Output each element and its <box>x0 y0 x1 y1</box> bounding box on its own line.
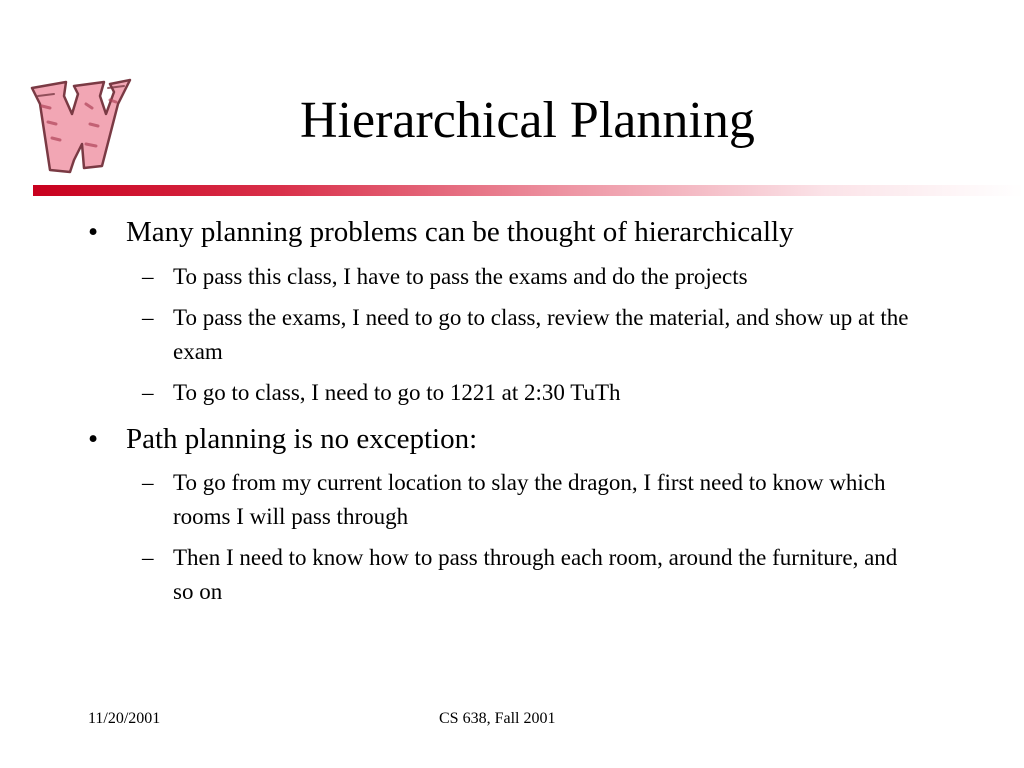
sub-bullet-text: Then I need to know how to pass through each room, around the furniture, and so on <box>173 545 898 604</box>
footer-course: CS 638, Fall 2001 <box>439 710 556 727</box>
w-crest-logo-icon <box>26 74 132 178</box>
sub-bullet-text: To go to class, I need to go to 1221 at 2:30 TuTh <box>173 380 621 405</box>
sub-bullet-text: To go from my current location to slay the dragon, I first need to know which rooms I will pass through <box>173 470 886 529</box>
sub-bullet-item-1-3 <box>142 376 962 410</box>
bullet-text: Many planning problems can be thought of hierarchically <box>126 216 794 248</box>
bullet-marker: • <box>88 216 99 248</box>
sub-bullet-marker: – <box>142 305 154 330</box>
sub-bullet-marker: – <box>142 470 154 495</box>
footer-date: 11/20/2001 <box>88 710 161 727</box>
sub-bullet-text: To pass the exams, I need to go to class, review the material, and show up at the exam <box>173 305 909 364</box>
sub-bullet-marker: – <box>142 264 154 289</box>
bullet-item-1 <box>88 215 988 249</box>
sub-bullet-item-2-2 <box>142 541 962 609</box>
bullet-marker: • <box>88 423 99 455</box>
bullet-text: Path planning is no exception: <box>126 423 478 455</box>
slide-title: Hierarchical Planning <box>300 92 755 149</box>
sub-bullet-item-1-2 <box>142 301 962 369</box>
bullet-item-2 <box>88 422 988 456</box>
title-divider <box>33 185 1024 196</box>
sub-bullet-item-1-1 <box>142 260 962 294</box>
sub-bullet-item-2-1 <box>142 466 962 534</box>
sub-bullet-marker: – <box>142 545 154 570</box>
sub-bullet-text: To pass this class, I have to pass the exams and do the projects <box>173 264 748 289</box>
sub-bullet-marker: – <box>142 380 154 405</box>
